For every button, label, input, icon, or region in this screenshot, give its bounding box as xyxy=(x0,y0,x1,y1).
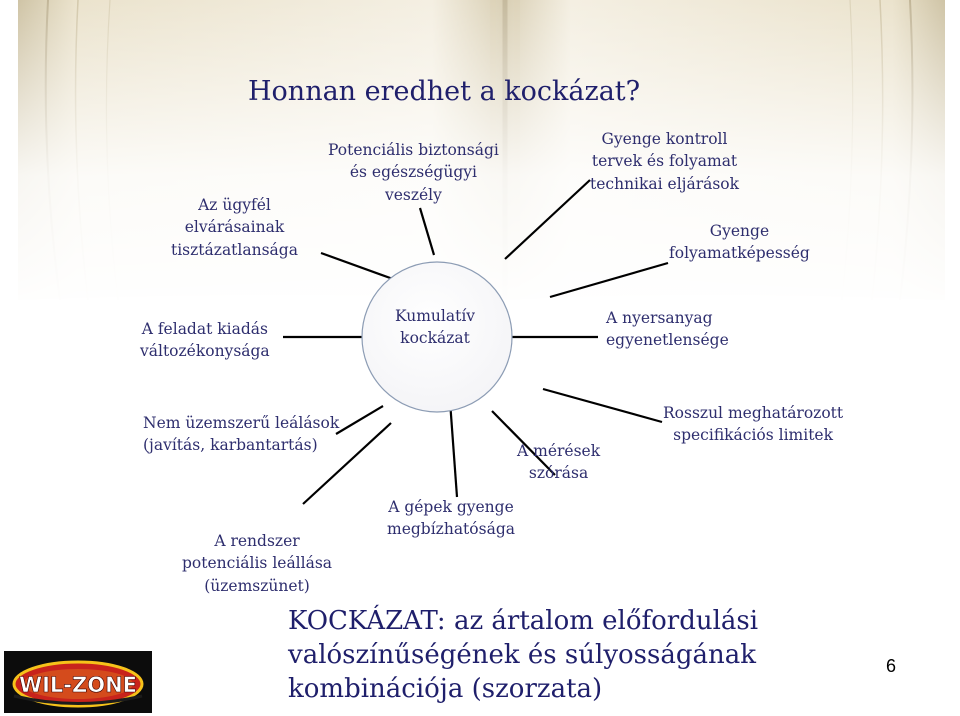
slide-title: Honnan eredhet a kockázat? xyxy=(248,76,641,107)
wil-zone-logo xyxy=(4,651,152,713)
factor-unclear-customer-expectations: Az ügyfél elvárásainak tisztázatlansága xyxy=(171,196,298,259)
factor-task-variability: A feladat kiadás változékonysága xyxy=(140,320,270,361)
factor-weak-control-plans: Gyenge kontroll tervek és folyamat technikai eljárások xyxy=(590,130,740,193)
factor-poor-spec-limits: Rosszul meghatározott specifikációs limitek xyxy=(663,404,844,445)
factor-system-shutdown: A rendszer potenciális leállása (üzemszünet) xyxy=(182,532,333,595)
factor-unplanned-stoppages: Nem üzemszerű leálások (javítás, karbantartás) xyxy=(143,414,340,455)
logo-text: WIL-ZONE xyxy=(18,673,138,697)
definition-line: KOCKÁZAT: az ártalom előfordulási xyxy=(288,606,759,636)
factor-measurement-variance: A mérések szórása xyxy=(517,442,601,483)
factor-machine-reliability: A gépek gyenge megbízhatósága xyxy=(387,498,515,539)
factor-weak-process-capability: Gyenge folyamatképesség xyxy=(669,222,810,263)
factor-health-safety-hazard: Potenciális biztonsági és egészségügyi veszély xyxy=(328,141,499,204)
page-number: 6 xyxy=(886,656,897,676)
factor-raw-material-inconsistency: A nyersanyag egyenetlensége xyxy=(606,309,729,350)
definition-line: valószínűségének és súlyosságának xyxy=(288,640,756,670)
definition-line: kombinációja (szorzata) xyxy=(288,674,603,704)
center-label: Kumulatív kockázat xyxy=(395,307,476,348)
risk-definition xyxy=(288,604,758,706)
